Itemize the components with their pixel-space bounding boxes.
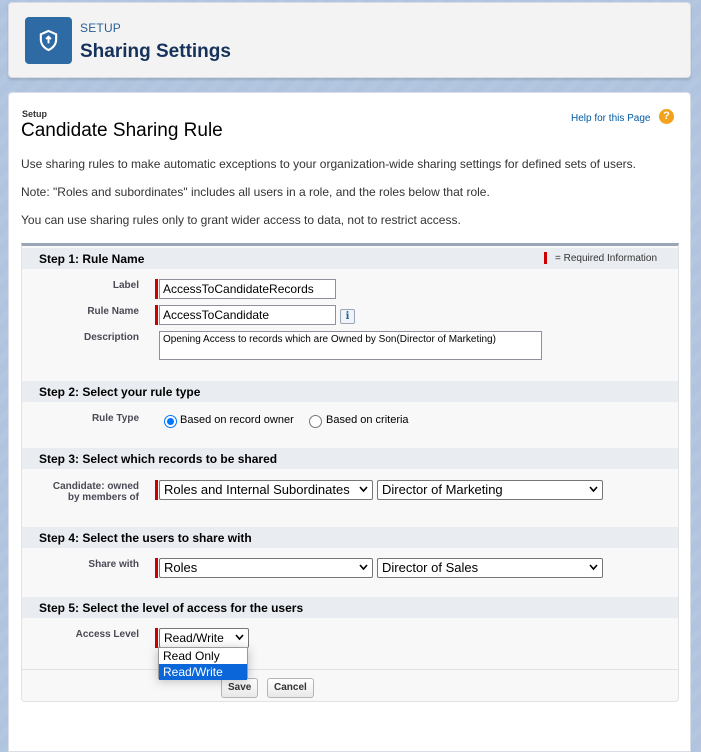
required-information-text: = Required Information: [555, 253, 658, 264]
label-field-label: Label: [112, 280, 139, 291]
required-marker: [155, 279, 158, 299]
step-5-title: Step 5: Select the level of access for the users: [39, 601, 304, 615]
chevron-down-icon: [235, 634, 244, 641]
share-with-label: Share with: [88, 559, 139, 570]
step-2-header: [22, 381, 678, 402]
intro-text-2: Note: "Roles and subordinates" includes all users in a role, and the roles below that role.: [21, 185, 490, 199]
step-3-title: Step 3: Select which records to be shared: [39, 452, 278, 466]
help-icon[interactable]: ?: [659, 109, 674, 124]
description-textarea[interactable]: Opening Access to records which are Owned by Son(Director of Marketing): [159, 331, 542, 360]
owned-by-label-line-2: by members of: [67, 492, 139, 503]
sharing-rule-form: [21, 243, 679, 702]
owned-by-label-line-1: Candidate: owned: [52, 481, 139, 492]
header-title: Sharing Settings: [80, 41, 231, 62]
step-2-title: Step 2: Select your rule type: [39, 385, 201, 399]
owner-type-value: Roles and Internal Subordinates: [164, 482, 350, 497]
breadcrumb[interactable]: Setup: [22, 109, 48, 119]
help-link[interactable]: Help for this Page: [571, 113, 651, 124]
rule-type-label: Rule Type: [91, 413, 139, 424]
rule-name-field-label: Rule Name: [87, 306, 139, 317]
access-level-dropdown-list[interactable]: [158, 647, 248, 679]
owner-role-value: Director of Marketing: [382, 482, 503, 497]
cancel-button[interactable]: Cancel: [267, 678, 314, 698]
label-input[interactable]: AccessToCandidateRecords: [159, 279, 336, 299]
required-marker: [544, 252, 547, 264]
share-with-role-value: Director of Sales: [382, 560, 479, 575]
owned-by-label: [32, 481, 139, 503]
step-1-title: Step 1: Rule Name: [39, 252, 145, 266]
page-header: [8, 2, 691, 78]
share-with-role-select[interactable]: [377, 558, 603, 578]
intro-text-1: Use sharing rules to make automatic exceptions to your organization-wide sharing settings for defined sets of users.: [21, 157, 636, 171]
required-marker: [155, 628, 158, 648]
info-icon[interactable]: i: [340, 309, 355, 324]
dropdown-option-read-write[interactable]: Read/Write: [159, 664, 247, 680]
header-setup-label: SETUP: [80, 21, 122, 35]
save-button[interactable]: Save: [221, 678, 258, 698]
page-title: Candidate Sharing Rule: [21, 120, 223, 141]
rule-name-input[interactable]: AccessToCandidate: [159, 305, 336, 325]
required-marker: [155, 480, 158, 500]
access-level-value: Read/Write: [164, 631, 224, 645]
required-marker: [155, 558, 158, 578]
share-with-type-select[interactable]: [159, 558, 373, 578]
chevron-down-icon: [589, 564, 598, 571]
sharing-settings-icon: [25, 17, 72, 64]
description-field-label: Description: [83, 332, 139, 343]
step-1-header: [22, 248, 678, 269]
required-marker: [155, 305, 158, 325]
radio-label-criteria[interactable]: Based on criteria: [326, 414, 409, 426]
chevron-down-icon: [359, 486, 368, 493]
step-4-title: Step 4: Select the users to share with: [39, 531, 252, 545]
step-5-header: [22, 597, 678, 618]
footer-divider: [22, 669, 678, 670]
step-3-header: [22, 448, 678, 469]
dropdown-option-read-only[interactable]: Read Only: [163, 649, 220, 663]
radio-based-on-record-owner[interactable]: [164, 415, 177, 428]
share-with-type-value: Roles: [164, 560, 198, 575]
owner-type-select[interactable]: [159, 480, 373, 500]
radio-based-on-criteria[interactable]: [309, 415, 322, 428]
step-4-header: [22, 527, 678, 548]
access-level-label: Access Level: [75, 629, 139, 640]
radio-label-record-owner[interactable]: Based on record owner: [180, 414, 294, 426]
main-panel: [8, 92, 691, 752]
chevron-down-icon: [359, 564, 368, 571]
intro-text-3: You can use sharing rules only to grant wider access to data, not to restrict access.: [21, 213, 461, 227]
chevron-down-icon: [589, 486, 598, 493]
owner-role-select[interactable]: [377, 480, 603, 500]
access-level-select[interactable]: [159, 628, 249, 648]
